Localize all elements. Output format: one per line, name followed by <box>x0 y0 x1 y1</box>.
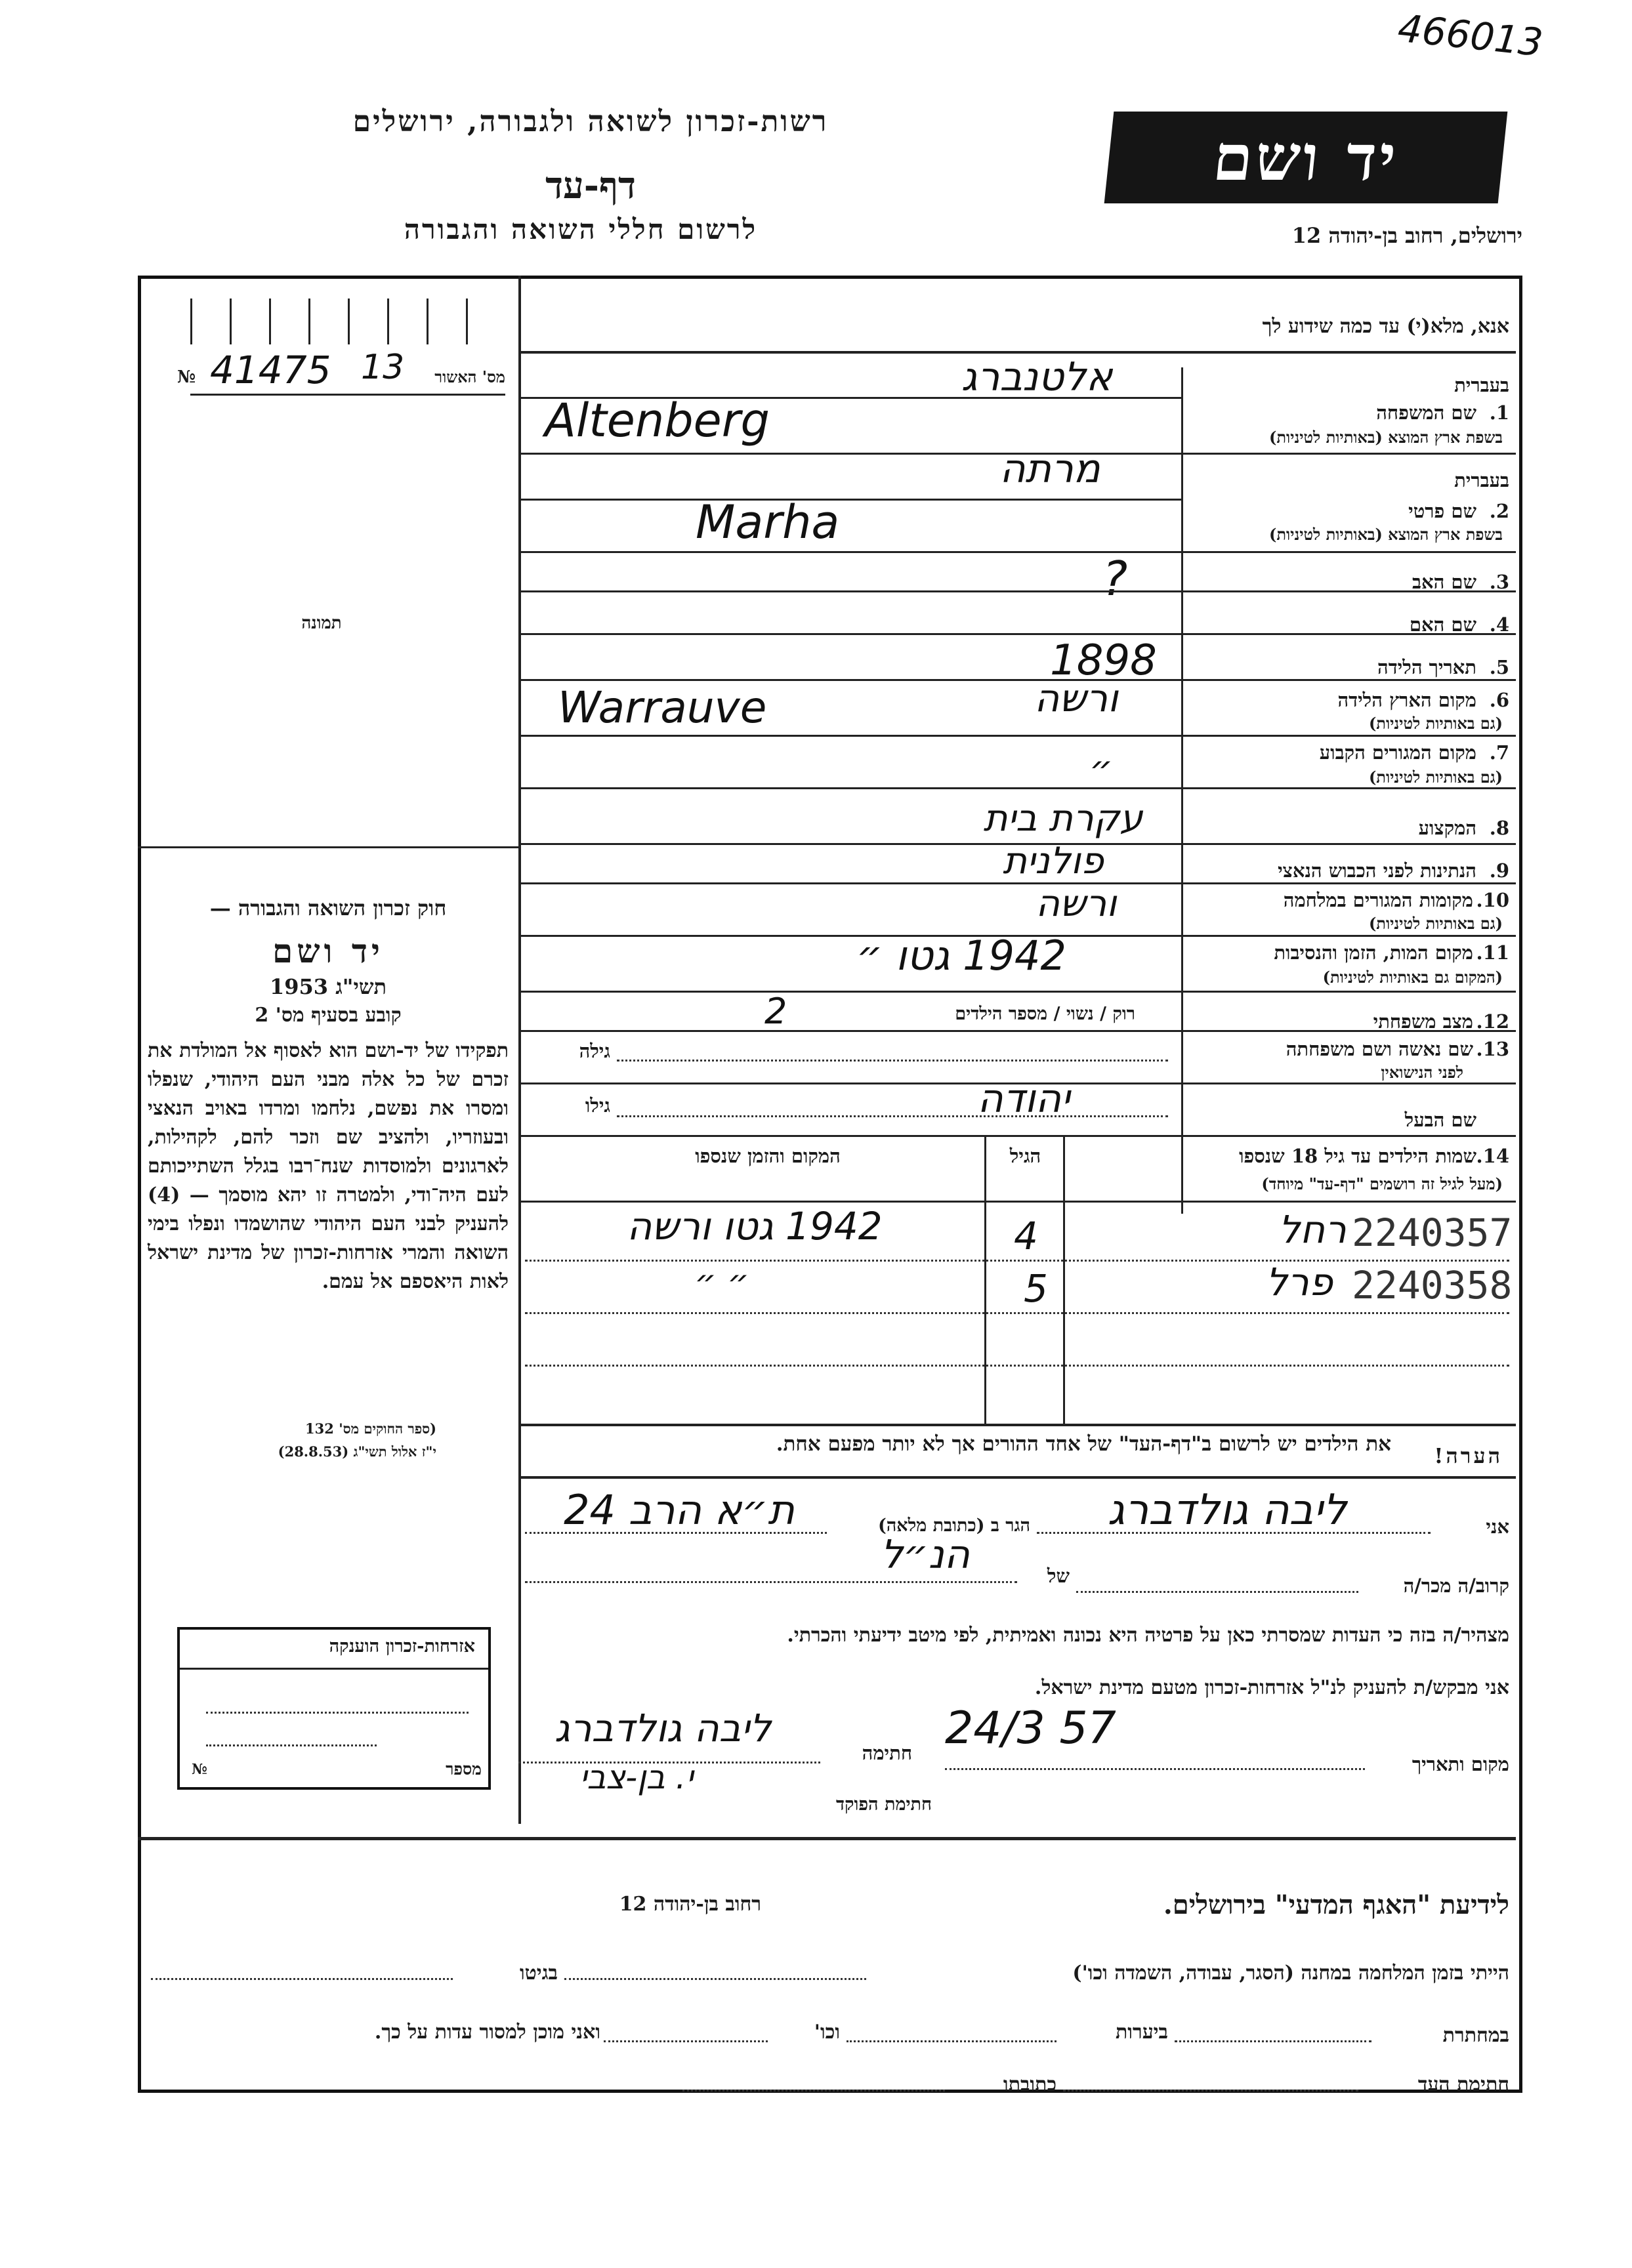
decl-statement: מצהיר/ה בזה כי העדות שמסרתי כאן על פרטיה היא נכונה ואמיתית, לפי מיטב ידיעתי והכרתי. <box>787 1624 1509 1647</box>
record-ticks <box>190 299 505 344</box>
note-text: את הילדים יש לרשום ב"דף-העד" של אחד ההורים אך לא יותר מפעם אחת. <box>776 1432 1391 1456</box>
children-age-header: הגיל <box>1009 1145 1041 1167</box>
field-wife-name-label: שם נאשה ושם משפחתה <box>1286 1038 1473 1060</box>
footer-line2-suffix: ואני מוכן למסור עדות על כך. <box>374 2021 600 2044</box>
field-birth-place-latin-value: Warrauve <box>558 682 767 733</box>
law-name: יד ושם <box>272 932 384 970</box>
field-first-name-hebrew-label: בעברית <box>1454 469 1509 491</box>
decl-relation-label: קרוב/ה מכר/ה <box>1403 1575 1509 1597</box>
form-intro: אנא, מלא(י) עד כמה שידוע לך <box>1262 315 1509 338</box>
field-first-name-hebrew-value: מרתה <box>999 446 1100 492</box>
footer-divider <box>138 1837 1516 1840</box>
record-no-suffix: 13 <box>361 348 405 387</box>
header-address: ירושלים, רחוב בן-יהודה 12 <box>1291 223 1522 248</box>
law-title: חוק זכרון השואה והגבורה — <box>209 896 447 920</box>
decl-relation-value: הנ״ל <box>881 1532 970 1578</box>
law-date: י"ז אלול תשי"ג (28.8.53) <box>278 1443 436 1460</box>
field-surname-label: שם המשפחה <box>1376 402 1476 424</box>
footer-line2-mid1: ביערות <box>1115 2021 1168 2044</box>
decl-officer-label: חתימת הפוקד <box>836 1794 932 1815</box>
footer-line3-prefix: חתימת העד <box>1417 2073 1509 2096</box>
child-stamp: 2240358 <box>1352 1263 1513 1308</box>
field-birth-date-label: תאריך הלידה <box>1377 656 1476 678</box>
footer-line3-suffix: כתובתו <box>1003 2073 1057 2096</box>
field-residence-value: ״ <box>1089 748 1114 791</box>
field-nationality-value: פולנית <box>1003 840 1104 882</box>
child-stamp: 2240357 <box>1352 1210 1513 1255</box>
label-column-divider <box>1181 367 1183 1135</box>
field-surname-sub: בשפת ארץ המוצא (באותיות לטיניות) <box>1269 428 1503 447</box>
field-marital-status-value: 2 <box>764 991 787 1032</box>
child-name: פרל <box>1266 1260 1333 1304</box>
footer-address: רחוב בן-יהודה 12 <box>619 1893 761 1916</box>
record-no-label: מס' האשור <box>434 367 505 386</box>
child-age: 5 <box>1024 1266 1048 1311</box>
photo-label: תמונה <box>301 613 342 633</box>
decl-officer-value: י. בן-צבי <box>579 1758 694 1796</box>
decl-signature-label: חתימה <box>862 1742 912 1764</box>
law-year: תשי"ג 1953 <box>270 974 387 999</box>
intro-line <box>518 351 1516 354</box>
field-wartime-residence-num: 10. <box>1476 889 1509 911</box>
child-place: 1942 גטו ורשה <box>627 1204 883 1248</box>
field-birth-date-value: 1898 <box>1050 636 1157 685</box>
field-death-value: 1942 גטו ״ <box>856 932 1066 979</box>
field-first-name-sub: בשפת ארץ המוצא (באותיות לטיניות) <box>1269 525 1503 544</box>
footer-line1-prefix: הייתי בזמן המלחמה במחנה (הסגר, עבודה, השמדה וכו') <box>1072 1962 1509 1985</box>
field-first-name-latin-value: Marha <box>696 495 840 549</box>
note-line <box>518 1476 1516 1479</box>
field-occupation-value: עקרת בית <box>983 797 1143 840</box>
field-birth-place-hebrew-value: ורשה <box>1034 676 1118 720</box>
decl-request: אני מבקש/ת להעניק לנ"ל אזרחות-זכרון מטעם מדינת ישראל. <box>1034 1676 1509 1699</box>
field-occupation-label: המקצוע <box>1418 817 1476 839</box>
photo-divider <box>138 846 518 848</box>
citizenship-number-label: מספר <box>446 1760 482 1779</box>
law-body: תפקידו של יד-ושם הוא לאסוף אל המולדת את זכרם של כל אלה מבני העם היהודי, שנפלו ומסרו את נפשם, נלחמו ומרדו באויב הנאצי ובעוזריו, ולהציב שם וזכר להם, לקהילות, לארגונים ולמוסדות שנח־רבו בגלל השתייכותם לעם היה־ודי, ולמטרה זו יהא מוסמך — (4) להעניק לבני העם היהודי שהושמדו ונפלו בימי השואה והמרי אזרחות-זכרון של מדינת ישראל לאות היאספם אל עמם. <box>148 1039 509 1293</box>
field-first-name-num: 2. <box>1489 500 1509 522</box>
field-wartime-residence-value: ורשה <box>1036 882 1117 925</box>
field-residence-label: מקום המגורים הקבוע <box>1319 741 1476 764</box>
field-wife-name-sub: לפני הנישואין <box>1381 1063 1463 1082</box>
decl-place-date-label: מקום ותאריך <box>1412 1753 1509 1775</box>
logo-text: יד ושם <box>1209 120 1402 195</box>
child-place: ״ ״ <box>694 1263 749 1302</box>
archive-number: 466013 <box>1396 5 1545 66</box>
field-father-name-label: שם האב <box>1412 571 1476 593</box>
field-surname-hebrew-value: אלטנברג <box>961 354 1113 400</box>
footer-line2-mid2: וכו' <box>814 2021 840 2044</box>
field-wife-age-label: גילה <box>579 1040 610 1062</box>
form-subtitle: לרשום חללי השואה והגבורה <box>404 213 758 245</box>
sidebar-divider <box>518 276 521 1824</box>
field-father-name-value: ? <box>1102 551 1128 606</box>
yad-vashem-logo <box>1104 112 1508 203</box>
field-death-label: מקום המות, הזמן והנסיבות <box>1274 941 1473 964</box>
citizenship-number-mark: № <box>192 1761 207 1778</box>
decl-ani: אני <box>1486 1515 1509 1538</box>
field-mother-name-label: שם האם <box>1409 613 1476 636</box>
footer-line2-prefix: במחתרת <box>1442 2024 1509 2047</box>
field-birth-place-label: מקום הארץ הלידה <box>1337 689 1476 711</box>
footer-title: לידיעת "האגף המדעי" בירושלים. <box>1163 1889 1509 1920</box>
record-no-mark: № <box>177 367 196 387</box>
field-birth-place-sub: (גם באותיות לטיניות) <box>1368 714 1503 733</box>
form-title: דף-עד <box>545 164 636 207</box>
field-surname-hebrew-label: בעברית <box>1454 374 1509 396</box>
field-death-num: 11. <box>1476 941 1509 964</box>
decl-address: ת״א הרב 24 <box>564 1486 795 1534</box>
field-husband-name-label: שם הבעל <box>1404 1109 1476 1131</box>
field-marital-status-num: 12. <box>1476 1010 1509 1033</box>
decl-place-date-value: 24/3 57 <box>945 1702 1116 1754</box>
note-label: הערה! <box>1434 1443 1503 1468</box>
field-residence-num: 7. <box>1489 741 1509 764</box>
decl-name: ליבה גולדברג <box>1107 1486 1347 1535</box>
field-mother-name-num: 4. <box>1489 613 1509 636</box>
children-place-header: המקום והזמן שנספו <box>695 1145 841 1167</box>
field-surname-latin-value: Altenberg <box>545 394 770 447</box>
field-nationality-num: 9. <box>1489 859 1509 882</box>
field-first-name-label: שם פרטי <box>1408 500 1476 522</box>
law-clause: קובע בסעיף מס' 2 <box>255 1004 402 1027</box>
record-line <box>190 394 505 396</box>
decl-signature-value: ליבה גולדברג <box>554 1706 772 1750</box>
field-husband-age-label: גילו <box>585 1094 610 1117</box>
field-nationality-label: הנתינות לפני הכבוש הנאצי <box>1278 859 1476 882</box>
children-num: 14. <box>1476 1145 1509 1167</box>
child-age: 4 <box>1014 1214 1038 1258</box>
field-surname-num: 1. <box>1489 402 1509 424</box>
field-father-name-num: 3. <box>1489 571 1509 593</box>
field-husband-name-value: יהודה <box>977 1076 1070 1122</box>
law-source: (ספר החוקים מס' 132 <box>305 1420 436 1437</box>
decl-lives-at: הגר ב (כתובת מלאה) <box>877 1515 1030 1536</box>
field-wartime-residence-sub: (גם באותיות לטיניות) <box>1368 914 1503 933</box>
citizenship-box-title: אזרחות-זכרון הוענקה <box>329 1636 475 1657</box>
children-label: שמות הילדים עד גיל 18 שנספו <box>1239 1145 1476 1167</box>
children-sub: (מעל לגיל זה רושמים "דף-עד" מיוחד) <box>1261 1174 1503 1193</box>
field-occupation-num: 8. <box>1489 817 1509 839</box>
field-marital-status-options: רוק / נשוי / מספר הילדים <box>955 1004 1135 1024</box>
child-name: רחל <box>1278 1207 1347 1252</box>
field-birth-place-num: 6. <box>1489 689 1509 711</box>
record-no-value: 41475 <box>210 348 331 392</box>
field-marital-status-label: מצב משפחתי <box>1373 1010 1473 1033</box>
field-birth-date-num: 5. <box>1489 656 1509 678</box>
authority-heading: רשות-זכרון לשואה ולגבורה, ירושלים <box>352 105 829 138</box>
field-death-sub: (המקום גם באותיות לטיניות) <box>1322 968 1503 987</box>
citizenship-box <box>177 1627 491 1790</box>
field-wartime-residence-label: מקומות המגורים במלחמה <box>1283 889 1473 911</box>
decl-shel: של <box>1047 1565 1070 1587</box>
footer-line1-suffix: בגיטו <box>519 1962 558 1985</box>
field-residence-sub: (גם באותיות לטיניות) <box>1368 768 1503 787</box>
field-wife-name-num: 13. <box>1476 1038 1509 1060</box>
